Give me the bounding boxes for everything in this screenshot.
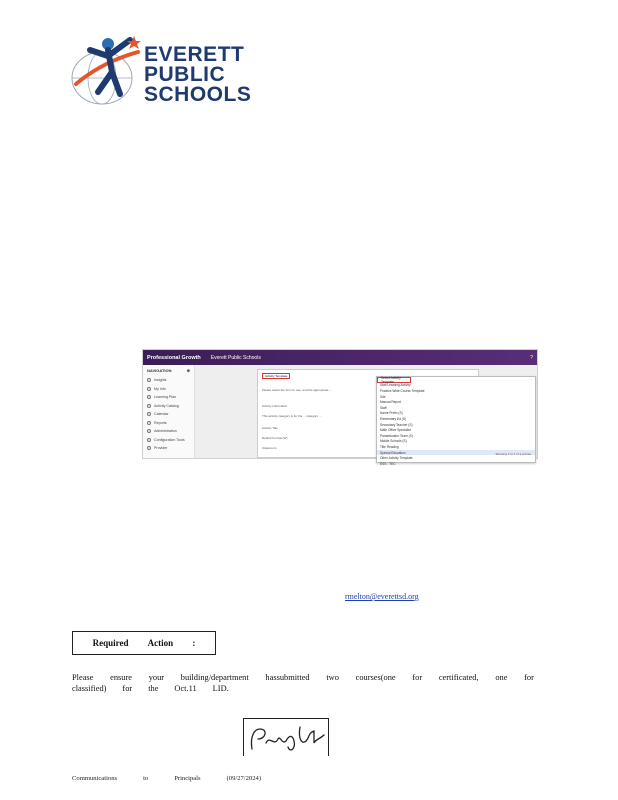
paragraph-word: two — [326, 673, 339, 682]
paragraph-line-2 — [72, 683, 534, 694]
screenshot-footer: Showing 1 to 1 of 1 entries — [495, 452, 531, 456]
embedded-screenshot — [142, 349, 538, 466]
dropdown-option[interactable]: Paraeducator Team (S) — [380, 433, 413, 438]
instruction-paragraph — [72, 672, 534, 694]
district-logo-mark — [68, 32, 144, 112]
screenshot-main — [195, 365, 537, 466]
sidebar-item[interactable] — [147, 427, 190, 436]
dropdown-option[interactable]: Practice Wide Course Template — [380, 388, 425, 393]
logo-line-1: EVERETT — [144, 43, 245, 66]
dropdown-option[interactable]: Title Reading — [380, 444, 399, 449]
signature-image — [244, 719, 330, 757]
sidebar-item-label: Calendar — [154, 412, 169, 417]
sidebar-title: NAVIGATION — [147, 368, 172, 373]
sidebar-item-icon — [147, 438, 151, 442]
sidebar-item[interactable] — [147, 444, 190, 453]
screenshot-org-name: Everett Public Schools — [210, 354, 261, 361]
sidebar-item-label: Provider — [154, 446, 168, 451]
dropdown-option[interactable]: Secondary Teacher (S) — [380, 422, 413, 427]
panel-line: Please select the form to use, and the appropriate ... — [262, 388, 332, 392]
paragraph-word: Please — [72, 673, 94, 682]
sidebar-header — [147, 368, 190, 373]
sidebar-item-icon — [147, 404, 151, 408]
paragraph-word: one — [495, 673, 508, 682]
activity-template-field: Activity Template — [262, 373, 290, 379]
sidebar-item-label: Activity Catalog — [154, 403, 179, 408]
sidebar-item-label: Learning Plan — [154, 395, 177, 400]
contact-email-link[interactable]: rmelton@everettsd.org — [345, 592, 419, 601]
dropdown-option[interactable]: Staff — [380, 405, 387, 410]
sidebar-item[interactable] — [147, 376, 190, 385]
footer-part-2: to — [143, 775, 149, 782]
paragraph-word: Oct.11 — [174, 684, 197, 693]
help-icon: ? — [530, 354, 533, 361]
paragraph-word: classified) — [72, 684, 107, 693]
paragraph-word: for — [122, 684, 133, 693]
dropdown-option[interactable]: Middle Schools (S) — [380, 439, 407, 444]
district-logo — [68, 32, 258, 112]
sidebar-item[interactable] — [147, 410, 190, 419]
panel-line: Activity Information — [262, 404, 288, 408]
paragraph-word: building/department — [180, 673, 249, 682]
paragraph-line-1 — [72, 672, 534, 683]
dropdown-option[interactable]: Math Office Specialist — [380, 428, 411, 433]
collapse-icon: ⊕ — [186, 368, 190, 373]
sidebar-item-label: Administration — [154, 429, 177, 434]
paragraph-word: the — [148, 684, 159, 693]
footer-part-1: Communications — [72, 775, 118, 782]
sidebar-item[interactable] — [147, 385, 190, 394]
signature-box — [243, 718, 329, 756]
dropdown-option[interactable]: Staff Learning Activity — [380, 383, 411, 388]
footer-part-3: Principals — [174, 775, 201, 782]
paragraph-word: your — [148, 673, 165, 682]
paragraph-word: for — [412, 673, 423, 682]
paragraph-word: hassubmitted — [265, 673, 310, 682]
sidebar-item-icon — [147, 446, 151, 450]
sidebar-item[interactable] — [147, 419, 190, 428]
required-action-box — [72, 631, 216, 655]
logo-line-3: SCHOOLS — [144, 83, 252, 106]
dropdown-option[interactable]: Select Activity Template — [377, 377, 411, 383]
panel-line: This activity category is for the ... category ... — [262, 414, 322, 418]
district-logo-text — [144, 45, 251, 105]
sidebar-item-label: Reports — [154, 420, 167, 425]
sidebar-item[interactable] — [147, 393, 190, 402]
template-dropdown — [376, 375, 536, 466]
screenshot-sidebar — [143, 365, 195, 458]
paragraph-word: LID. — [212, 684, 229, 693]
action-colon: : — [192, 638, 196, 648]
panel-line: Default Format (W) — [262, 436, 288, 440]
logo-line-2: PUBLIC — [144, 63, 226, 86]
action-word: Action — [147, 638, 174, 648]
panel-line: Classroom — [262, 446, 277, 450]
document-footer — [72, 775, 261, 782]
paragraph-word: courses(one — [355, 673, 396, 682]
panel-line: Activity Title — [262, 426, 278, 430]
paragraph-word: ensure — [110, 673, 132, 682]
paragraph-word: for — [524, 673, 534, 682]
sidebar-item-icon — [147, 395, 151, 399]
sidebar-item-icon — [147, 412, 151, 416]
sidebar-item-icon — [147, 421, 151, 425]
sidebar-list — [147, 376, 190, 453]
dropdown-option[interactable]: Other Activity Template — [380, 456, 413, 461]
dropdown-option[interactable]: ESS - TEC — [380, 461, 396, 466]
sidebar-item-icon — [147, 429, 151, 433]
sidebar-item-label: Insights — [154, 378, 167, 383]
screenshot-top-bar — [143, 350, 537, 365]
footer-date: (09/27/2024) — [226, 775, 262, 782]
sidebar-item[interactable] — [147, 402, 190, 411]
dropdown-option[interactable]: Name Prefix (S) — [380, 411, 403, 416]
sidebar-item-icon — [147, 387, 151, 391]
dropdown-option[interactable]: Manual Report — [380, 400, 401, 405]
sidebar-item-label: Configuration Tools — [154, 437, 185, 442]
activity-form-panel — [257, 369, 479, 466]
sidebar-item-label: My Info — [154, 386, 166, 391]
screenshot-app-name: Professional Growth — [147, 354, 201, 361]
sidebar-item-icon — [147, 378, 151, 382]
required-word: Required — [92, 638, 129, 648]
dropdown-option[interactable]: Site — [380, 394, 386, 399]
sidebar-item[interactable] — [147, 436, 190, 445]
paragraph-word: certificated, — [438, 673, 479, 682]
dropdown-option[interactable]: Elementary Ed (S) — [380, 416, 407, 421]
dropdown-option[interactable]: Special Education — [377, 450, 535, 456]
